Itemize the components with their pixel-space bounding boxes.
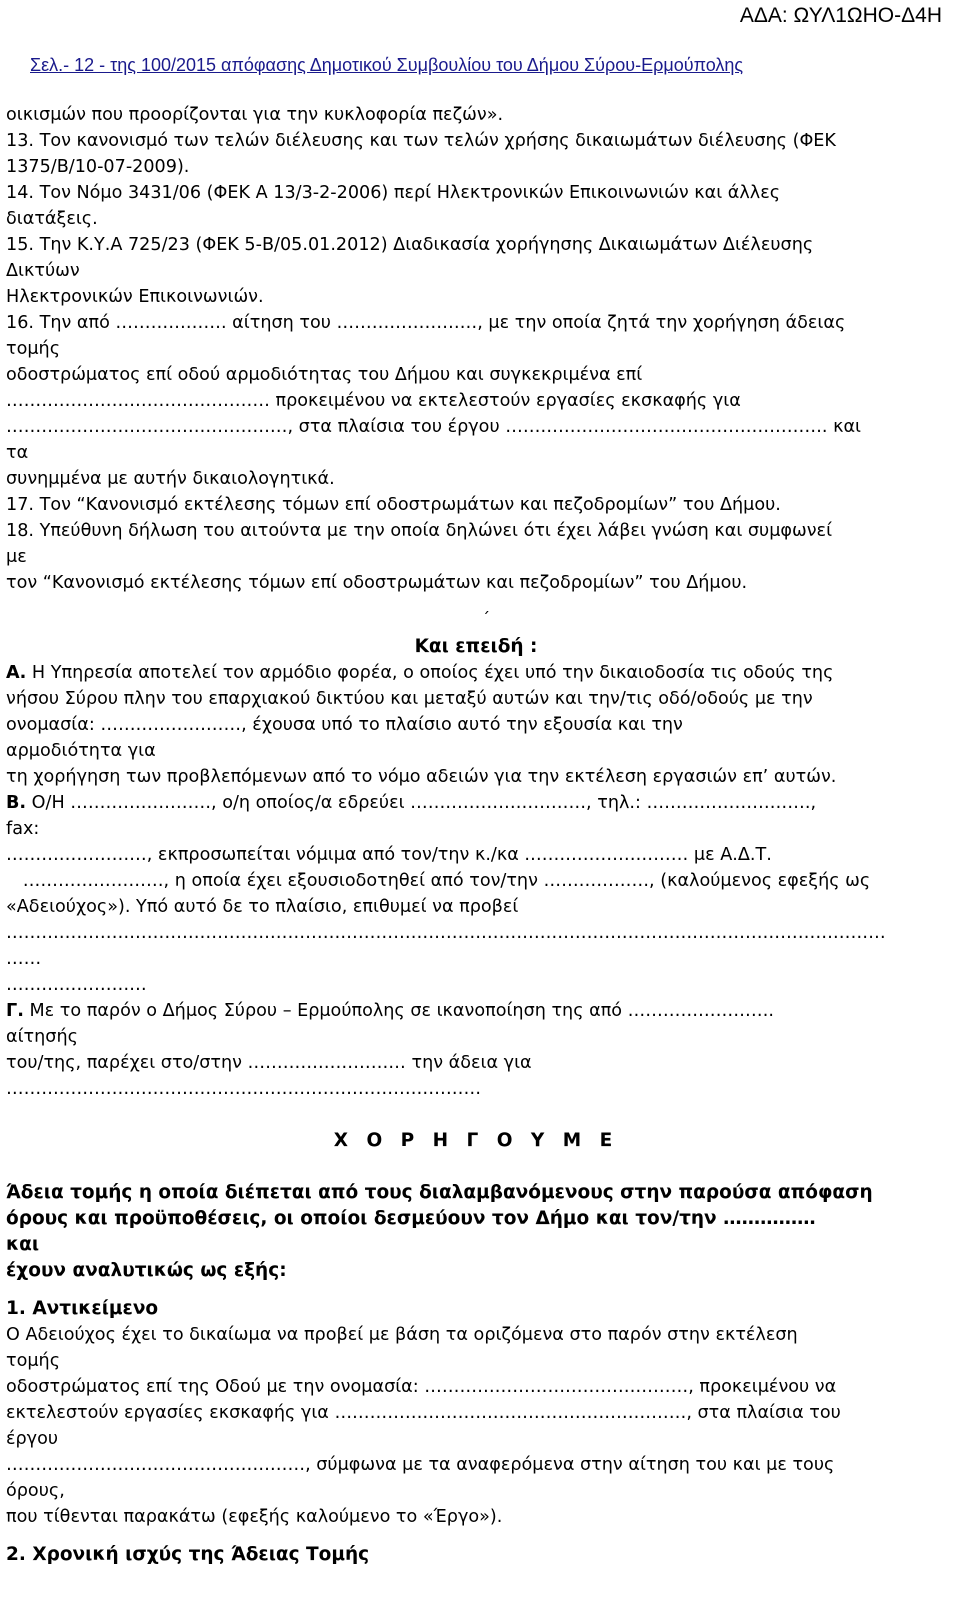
section-a-label: Α. (6, 663, 27, 683)
section-b-line: …………………………………………………………………………………………………………………………………… (6, 923, 886, 943)
text-line: ……………………………………… προκειμένου να εκτελεστούν εργασίες εκσκαφής για (6, 391, 741, 411)
text-line: 1375/Β/10-07-2009). (6, 157, 190, 177)
text-line: τον “Κανονισμό εκτέλεσης τόμων επί οδοστρωμάτων και πεζοδρομίων” του Δήμου. (6, 573, 748, 593)
text-line: 15. Την Κ.Υ.Α 725/23 (ΦΕΚ 5-Β/05.01.2012) Διαδικασία χορήγησης Δικαιωμάτων Διέλευσης (6, 235, 814, 255)
section-c-line: του/της, παρέχει στο/στην ……………………… την άδεια για (6, 1053, 532, 1073)
permit-intro-line: έχουν αναλυτικώς ως εξής: (6, 1260, 287, 1281)
article-1-line: τομής (6, 1351, 61, 1371)
tick-mark: ΄ (482, 609, 490, 628)
permit-intro-line: και (6, 1234, 40, 1255)
section-b-label: Β. (6, 793, 27, 813)
section-b-line: Β. Ο/Η ……………………, ο/η οποίος/α εδρεύει …………………………, τηλ.: ………………………., (6, 793, 817, 813)
text-line: οικισμών που προορίζονται για την κυκλοφορία πεζών». (6, 105, 504, 125)
section-a-line: ονομασία: ……………………, έχουσα υπό το πλαίσιο αυτό την εξουσία και την (6, 715, 683, 735)
article-1-line: εκτελεστούν εργασίες εκσκαφής για ……………………………………………………, στα πλαίσια του (6, 1403, 841, 1423)
section-b-line: «Αδειούχος»). Υπό αυτό δε το πλαίσιο, επιθυμεί να προβεί (6, 897, 519, 917)
text-line: συνημμένα με αυτήν δικαιολογητικά. (6, 469, 335, 489)
text-line: 13. Τον κανονισμό των τελών διέλευσης και των τελών χρήσης δικαιωμάτων διέλευσης (ΦΕΚ (6, 131, 836, 151)
article-1-line: οδοστρώματος επί της Οδού με την ονομασία: ………………………………………, προκειμένου να (6, 1377, 837, 1397)
text-line: 18. Υπεύθυνη δήλωση του αιτούντα με την οποία δηλώνει ότι έχει λάβει γνώση και συμφωνεί (6, 521, 833, 541)
text-line: τα (6, 443, 29, 463)
section-c-label: Γ. (6, 1001, 24, 1021)
text-line: …………………………………………, στα πλαίσια του έργου ………………………………………………. και (6, 417, 862, 437)
article-1-line: όρους, (6, 1481, 65, 1501)
document-body (6, 102, 946, 1568)
xorigoume-heading: Χ Ο Ρ Η Γ Ο Υ Μ Ε (333, 1130, 619, 1151)
section-b-line: …………………… (6, 975, 147, 995)
section-a-line: αρμοδιότητα για (6, 741, 156, 761)
section-b-line: …… (6, 949, 42, 969)
ada-code: ΑΔΑ: ΩΥΛ1ΩΗΟ-Δ4Η (739, 4, 942, 27)
section-b-line: ……………………, η οποία έχει εξουσιοδοτηθεί από τον/την ………………, (καλούμενος εφεξής ως (6, 871, 871, 891)
text-line: Ηλεκτρονικών Επικοινωνιών. (6, 287, 264, 307)
section-c-line: αίτησής (6, 1027, 78, 1047)
text-line: διατάξεις. (6, 209, 98, 229)
section-b-line: ……………………, εκπροσωπείται νόμιμα από τον/την κ./κα .……………………… με Α.Δ.Τ. (6, 845, 772, 865)
text-line: 14. Τον Νόμο 3431/06 (ΦΕΚ Α 13/3-2-2006) περί Ηλεκτρονικών Επικοινωνιών και άλλες (6, 183, 781, 203)
permit-intro-line: Άδεια τομής η οποία διέπεται από τους διαλαμβανόμενους στην παρούσα απόφαση (6, 1182, 873, 1203)
kai-epeidi-heading: Και επειδή : (414, 636, 538, 657)
article-1-title: 1. Αντικείμενο (6, 1298, 159, 1319)
section-b-line: fax: (6, 819, 40, 839)
article-2-title: 2. Χρονική ισχύς της Άδειας Τομής (6, 1544, 370, 1565)
article-1-line: Ο Αδειούχος έχει το δικαίωμα να προβεί με βάση τα οριζόμενα στο παρόν στην εκτέλεση (6, 1325, 798, 1345)
section-c-line: ……………………………………………………………………… (6, 1079, 482, 1099)
article-1-line: που τίθενται παρακάτω (εφεξής καλούμενο το «Έργο»). (6, 1507, 503, 1527)
text-line: Δικτύων (6, 261, 80, 281)
permit-intro-line: όρους και προϋποθέσεις, οι οποίοι δεσμεύουν τον Δήμο και τον/την …………… (6, 1208, 816, 1229)
article-1-line: έργου (6, 1429, 59, 1449)
text-line: τομής (6, 339, 61, 359)
section-c-line: Γ. Με το παρόν ο Δήμος Σύρου – Ερμούπολης σε ικανοποίηση της από ……………………. (6, 1001, 775, 1021)
article-1-line: ……………………………………………, σύμφωνα με τα αναφερόμενα στην αίτηση του και με τους (6, 1455, 835, 1475)
text-line: 17. Τον “Κανονισμό εκτέλεσης τόμων επί οδοστρωμάτων και πεζοδρομίων” του Δήμου. (6, 495, 781, 515)
text-line: οδοστρώματος επί οδού αρμοδιότητας του Δήμου και συγκεκριμένα επί (6, 365, 643, 385)
section-a-line: Α. Η Υπηρεσία αποτελεί τον αρμόδιο φορέα, ο οποίος έχει υπό την δικαιοδοσία τις οδούς της (6, 663, 834, 683)
page-subtitle: Σελ.- 12 - της 100/2015 απόφασης Δημοτικού Συμβουλίου του Δήμου Σύρου-Ερμούπολης (30, 55, 744, 75)
section-a-line: νήσου Σύρου πλην του επαρχιακού δικτύου και μεταξύ αυτών και την/τις οδό/οδούς με την (6, 689, 813, 709)
text-line: 16. Την από ………………. αίτηση του ……………………, με την οποία ζητά την χορήγηση άδειας (6, 313, 846, 333)
text-line: με (6, 547, 27, 567)
section-a-line: τη χορήγηση των προβλεπόμενων από το νόμο αδειών για την εκτέλεση εργασιών επ’ αυτών. (6, 767, 837, 787)
